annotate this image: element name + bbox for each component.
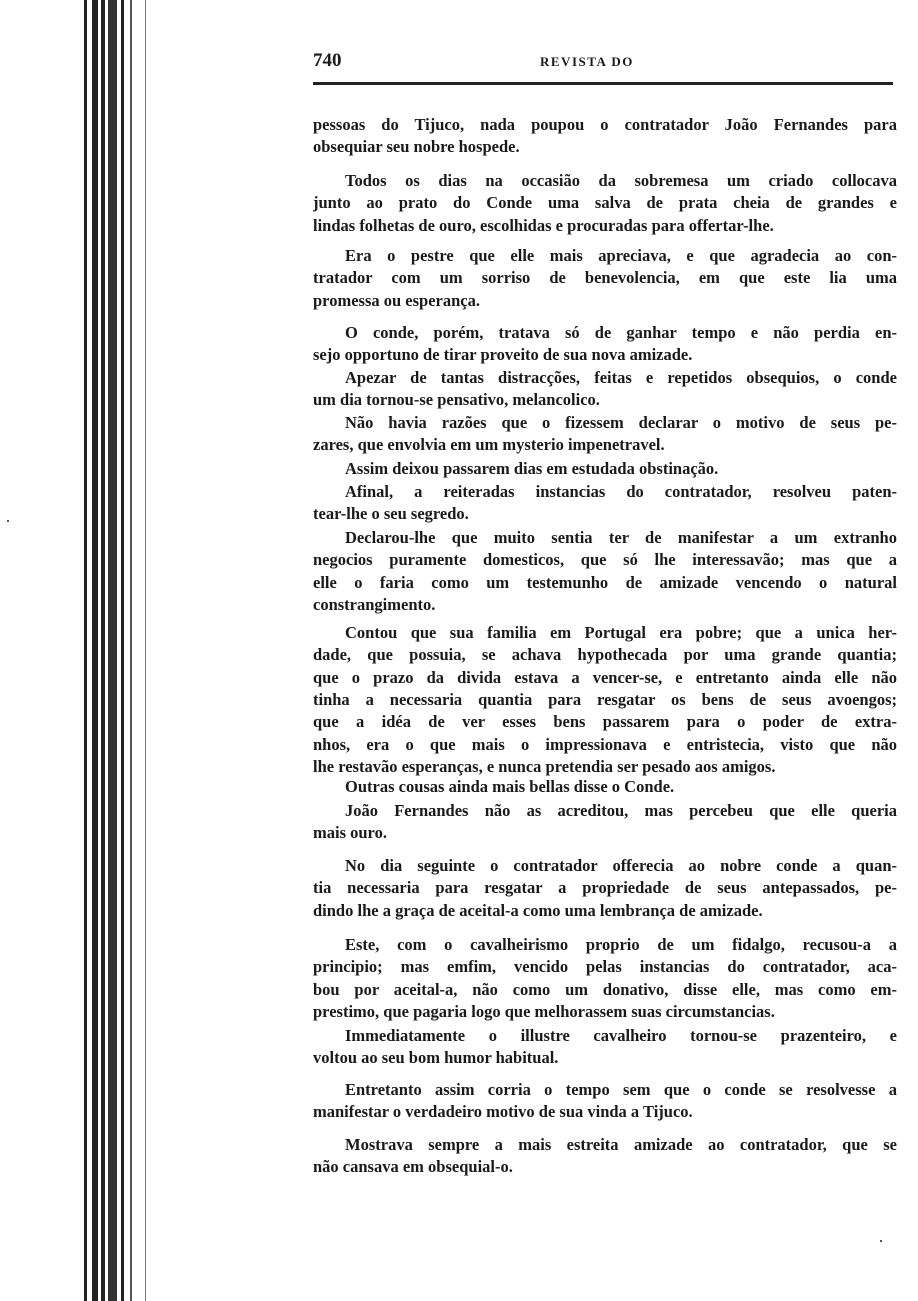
- text-line: Mostrava sempre a mais estreita amizade ao contratador, que se: [345, 1135, 897, 1154]
- text-line: que o prazo da divida estava a vencer-se, e entretanto ainda elle não: [313, 667, 897, 687]
- text-line: bou por aceital-a, não como um donativo, disse elle, mas como em-: [313, 979, 897, 999]
- text-line: elle o faria como um testemunho de amizade vencendo o natural: [313, 572, 897, 592]
- speck: [880, 1240, 882, 1242]
- text-line: Assim deixou passarem dias em estudada obstinação.: [345, 459, 719, 478]
- page-number: 740: [313, 50, 342, 71]
- text-line: Afinal, a reiteradas instancias do contratador, resolveu paten-: [345, 482, 897, 501]
- text-line: sejo opportuno de tirar proveito de sua nova amizade.: [313, 345, 693, 365]
- text-line: lhe restavão esperanças, e nunca pretendia ser pesado aos amigos.: [313, 756, 776, 776]
- text-line: tratador com um sorriso de benevolencia, em que este lia uma: [313, 268, 897, 288]
- text-line: Immediatamente o illustre cavalheiro tornou-se prazenteiro, e: [345, 1026, 897, 1045]
- text-line: Era o pestre que elle mais apreciava, e que agradecia ao con-: [345, 246, 897, 265]
- text-line: Todos os dias na occasião da sobremesa um criado collocava: [345, 171, 897, 190]
- text-line: O conde, porém, tratava só de ganhar tempo e não perdia en-: [345, 323, 897, 342]
- text-line: que a idéa de ver esses bens passarem para o poder de extra-: [313, 712, 897, 732]
- text-line: negocios puramente domesticos, que só lhe interessavão; mas que a: [313, 550, 897, 570]
- text-line: voltou ao seu bom humor habitual.: [313, 1048, 559, 1068]
- header-rule: [313, 82, 893, 85]
- text-line: principio; mas emfim, vencido pelas instancias do contratador, aca-: [313, 957, 897, 977]
- text-line: dindo lhe a graça de aceital-a como uma lembrança de amizade.: [313, 900, 763, 920]
- text-line: No dia seguinte o contratador offerecia ao nobre conde a quan-: [345, 856, 897, 875]
- text-line: Apezar de tantas distracções, feitas e repetidos obsequios, o conde: [345, 368, 897, 387]
- text-line: Contou que sua familia em Portugal era pobre; que a unica her-: [345, 623, 897, 642]
- text-line: constrangimento.: [313, 594, 436, 614]
- running-title: REVISTA DO: [540, 54, 634, 69]
- text-line: obsequiar seu nobre hospede.: [313, 137, 520, 157]
- text-line: não cansava em obsequial-o.: [313, 1157, 513, 1177]
- speck: [7, 520, 9, 522]
- text-line: Outras cousas ainda mais bellas disse o Conde.: [345, 777, 675, 796]
- text-line: Declarou-lhe que muito sentia ter de manifestar a um extranho: [345, 528, 897, 547]
- text-line: nhos, era o que mais o impressionava e entristecia, visto que não: [313, 734, 897, 754]
- text-line: tia necessaria para resgatar a propriedade de seus antepassados, pe-: [313, 878, 897, 898]
- text-line: prestimo, que pagaria logo que melhorassem suas circumstancias.: [313, 1001, 775, 1021]
- text-line: Entretanto assim corria o tempo sem que o conde se resolvesse a: [345, 1080, 897, 1099]
- text-line: dade, que possuia, se achava hypothecada por uma grande quantia;: [313, 645, 897, 665]
- text-line: mais ouro.: [313, 823, 387, 843]
- text-line: zares, que envolvia em um mysterio impenetravel.: [313, 435, 665, 455]
- text-line: lindas folhetas de ouro, escolhidas e procuradas para offertar-lhe.: [313, 215, 774, 235]
- text-line: Não havia razões que o fizessem declarar o motivo de seus pe-: [345, 413, 897, 432]
- text-line: pessoas do Tijuco, nada poupou o contratador João Fernandes para: [313, 115, 897, 134]
- text-line: tinha a necessaria quantia para resgatar os bens de seus avoengos;: [313, 689, 897, 709]
- text-line: junto ao prato do Conde uma salva de prata cheia de grandes e: [313, 193, 897, 213]
- text-line: promessa ou esperança.: [313, 290, 480, 310]
- text-line: um dia tornou-se pensativo, melancolico.: [313, 390, 600, 410]
- text-line: Este, com o cavalheirismo proprio de um fidalgo, recusou-a a: [345, 935, 897, 954]
- text-line: João Fernandes não as acreditou, mas percebeu que elle queria: [345, 801, 897, 820]
- text-line: manifestar o verdadeiro motivo de sua vinda a Tijuco.: [313, 1102, 693, 1122]
- text-line: tear-lhe o seu segredo.: [313, 504, 469, 524]
